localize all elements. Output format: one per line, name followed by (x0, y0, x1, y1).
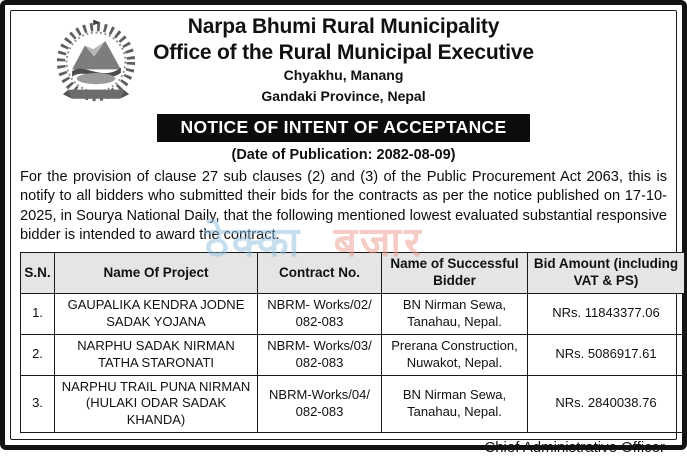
emblem-icon (50, 16, 142, 108)
banner-row (20, 114, 667, 142)
table-row (21, 293, 685, 334)
cell-amount: NRs. 5086917.61 (528, 334, 685, 375)
col-header-project: Name Of Project (55, 253, 258, 294)
cell-project: NARPHU TRAIL PUNA NIRMAN (HULAKI ODAR SADAK KHANDA) (55, 375, 258, 433)
table-header-row (21, 253, 685, 294)
table-row (21, 375, 685, 433)
office-title: Office of the Rural Municipal Executive (153, 40, 534, 64)
col-header-amount: Bid Amount (including VAT & PS) (528, 253, 685, 294)
cell-contract: NBRM-Works/04/ 082-083 (258, 375, 382, 433)
bid-table (20, 252, 685, 433)
address-line-2: Gandaki Province, Nepal (261, 88, 426, 105)
cell-bidder: BN Nirman Sewa, Tanahau, Nepal. (382, 375, 528, 433)
cell-sn: 1. (21, 293, 55, 334)
municipality-emblem (50, 16, 142, 108)
cell-contract: NBRM- Works/03/ 082-083 (258, 334, 382, 375)
publication-date: (Date of Publication: 2082-08-09) (231, 147, 456, 164)
notice-banner: NOTICE OF INTENT OF ACCEPTANCE (157, 114, 531, 142)
watermark-part-1: ठेक्का (205, 218, 303, 266)
cell-amount: NRs. 11843377.06 (528, 293, 685, 334)
col-header-contract: Contract No. (258, 253, 382, 294)
cell-amount: NRs. 2840038.76 (528, 375, 685, 433)
col-header-bidder: Name of Successful Bidder (382, 253, 528, 294)
cell-sn: 3. (21, 375, 55, 433)
address-line-1: Chyakhu, Manang (283, 67, 404, 84)
municipality-title: Narpa Bhumi Rural Municipality (187, 15, 500, 38)
cell-project: GAUPALIKA KENDRA JODNE SADAK YOJANA (55, 293, 258, 334)
cell-bidder: BN Nirman Sewa, Tanahau, Nepal. (382, 293, 528, 334)
watermark-part-2: बजार (333, 218, 424, 266)
cell-contract: NBRM- Works/02/ 082-083 (258, 293, 382, 334)
table-row (21, 334, 685, 375)
notice-body: For the provision of clause 27 sub clauses (2) and (3) of the Public Procurement Act 2063, this is notify to all bidders who submitted their bids for the contracts as per the notice published on 17-10-2025, in Sourya National Daily, that the following mentioned lowest evaluated substantial responsive bidder is intended to award the contract. (20, 169, 667, 243)
cell-project: NARPHU SADAK NIRMAN TATHA STARONATI (55, 334, 258, 375)
letterhead (20, 14, 667, 107)
cell-bidder: Prerana Construction, Nuwakot, Nepal. (382, 334, 528, 375)
inner-border (10, 10, 679, 456)
signature-title: Chief Administrative Officer (484, 439, 665, 456)
cell-sn: 2. (21, 334, 55, 375)
col-header-sn: S.N. (21, 253, 55, 294)
